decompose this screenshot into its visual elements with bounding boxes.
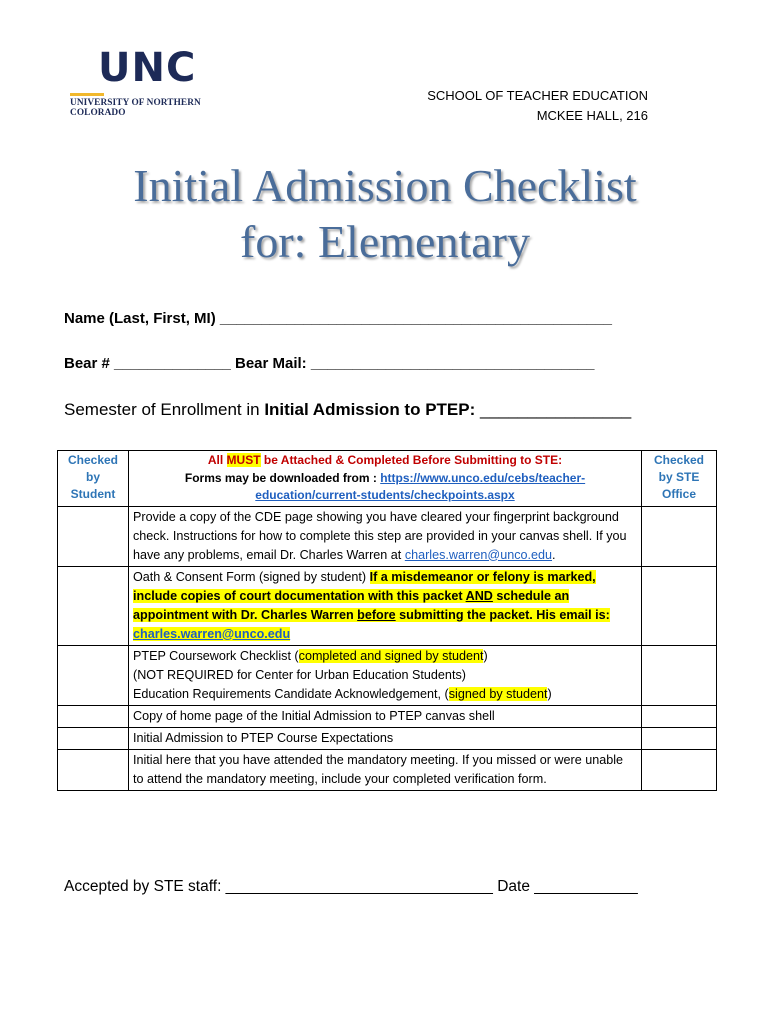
student-checkbox[interactable] <box>58 566 129 645</box>
office-checkbox[interactable] <box>642 506 717 566</box>
row-canvas-shell: Copy of home page of the Initial Admission to PTEP canvas shell <box>129 705 642 727</box>
checklist-table <box>57 450 717 791</box>
logo-acronym: UNC <box>98 45 197 91</box>
student-checkbox[interactable] <box>58 749 129 790</box>
row-oath-consent: Oath & Consent Form (signed by student) If a misdemeanor or felony is marked, include copies of court documentation with this packet AND schedule an appointment with Dr. Charles Warren before submitting the packet. His email is: charles.warren@unco.edu <box>129 566 642 645</box>
school-location: MCKEE HALL, 216 <box>536 108 648 123</box>
row-fingerprint: Provide a copy of the CDE page showing you have cleared your fingerprint background check. Instructions for how to complete this step are provided in your canvas shell. If you have any problems, email Dr. Charles Warren at charles.warren@unco.edu. <box>129 506 642 566</box>
student-checkbox[interactable] <box>58 645 129 705</box>
logo-gold-rule <box>70 93 104 96</box>
semester-blank: ________________ <box>475 400 632 419</box>
col-student-line1: Checked <box>67 453 119 467</box>
col-student-line2: by <box>85 470 100 484</box>
email-link[interactable]: charles.warren@unco.edu <box>404 547 553 562</box>
table-row <box>58 727 717 749</box>
table-row <box>58 506 717 566</box>
semester-prefix: Semester of Enrollment in <box>64 400 265 419</box>
table-row <box>58 645 717 705</box>
student-checkbox[interactable] <box>58 506 129 566</box>
student-checkbox[interactable] <box>58 705 129 727</box>
col-checked-office: Checked by STE Office <box>642 451 717 507</box>
title-line-2: for: Elementary <box>240 216 530 267</box>
table-row <box>58 749 717 790</box>
office-checkbox[interactable] <box>642 705 717 727</box>
col-student-line3: Student <box>70 487 116 501</box>
table-row <box>58 705 717 727</box>
title-line-1: Initial Admission Checklist <box>133 160 637 211</box>
semester-bold: Initial Admission to PTEP: <box>264 400 476 419</box>
student-checkbox[interactable] <box>58 727 129 749</box>
page-title <box>0 158 770 270</box>
table-header-row <box>58 451 717 507</box>
office-checkbox[interactable] <box>642 749 717 790</box>
semester-field[interactable] <box>64 400 631 420</box>
office-checkbox[interactable] <box>642 566 717 645</box>
email-link[interactable]: charles.warren@unco.edu <box>133 626 291 641</box>
logo-university-name: UNIVERSITY OF NORTHERN COLORADO <box>70 98 201 118</box>
col-checked-student <box>58 451 129 507</box>
office-checkbox[interactable] <box>642 727 717 749</box>
school-header <box>427 86 648 126</box>
forms-line: Forms may be downloaded from : https://www.unco.edu/cebs/teacher-education/current-students/checkpoints.aspx <box>184 470 586 502</box>
name-field[interactable]: Name (Last, First, MI) _______________________________________________ <box>64 310 612 327</box>
office-checkbox[interactable] <box>642 645 717 705</box>
table-row <box>58 566 717 645</box>
must-attach-heading: All MUST be Attached & Completed Before Submitting to STE: <box>207 453 563 467</box>
col-requirements <box>129 451 642 507</box>
school-name: SCHOOL OF TEACHER EDUCATION <box>427 88 648 103</box>
checkpoints-link[interactable]: https://www.unco.edu/cebs/teacher-education/current-students/checkpoints.aspx <box>255 470 586 502</box>
row-course-expectations: Initial Admission to PTEP Course Expectations <box>129 727 642 749</box>
unc-logo <box>66 45 256 118</box>
row-ptep-coursework: PTEP Coursework Checklist (completed and signed by student) (NOT REQUIRED for Center for Urban Education Students) Education Requirements Candidate Acknowledgement, (signed by student) <box>129 645 642 705</box>
accepted-by-field[interactable]: Accepted by STE staff: _______________________________ Date ____________ <box>64 878 638 895</box>
bear-field[interactable]: Bear # ______________ Bear Mail: __________________________________ <box>64 355 595 372</box>
must-highlight: MUST <box>226 453 261 467</box>
row-mandatory-meeting: Initial here that you have attended the mandatory meeting. If you missed or were unable to attend the mandatory meeting, include your completed verification form. <box>129 749 642 790</box>
